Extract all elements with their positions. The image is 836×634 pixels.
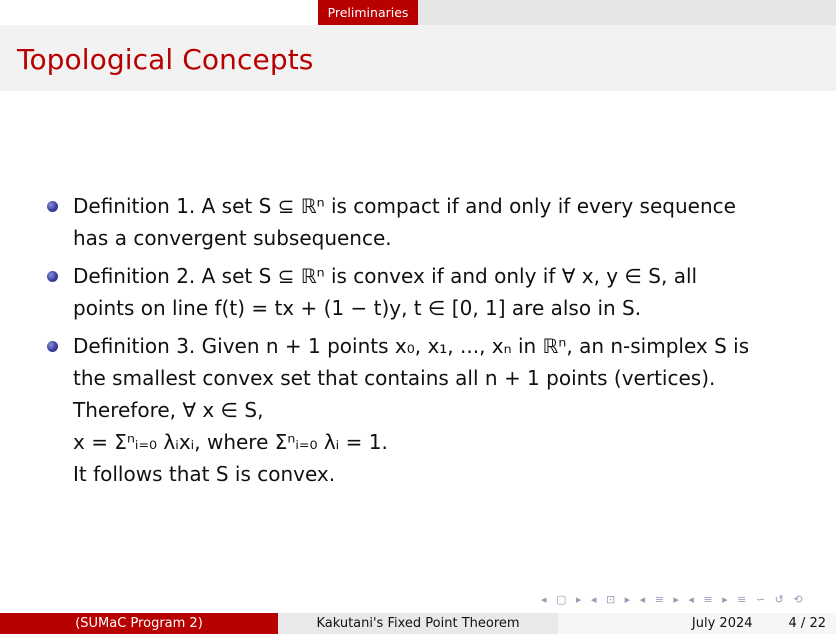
definition-3-line-4: x = Σⁿᵢ₌₀ λᵢxᵢ, where Σⁿᵢ₌₀ λᵢ = 1.: [73, 430, 388, 454]
footer-title: Kakutani's Fixed Point Theorem: [278, 613, 558, 634]
section-label[interactable]: Preliminaries: [318, 0, 418, 25]
footer-right: [558, 613, 836, 634]
definition-2: [46, 260, 826, 324]
definition-2-line-2: points on line f(t) = tx + (1 − t)y, t ∈ [0, 1] are also in S.: [73, 296, 642, 320]
definition-3: [46, 330, 826, 490]
bullet-icon: [47, 271, 58, 282]
footer-date: July 2024: [691, 616, 753, 631]
bullet-icon: [47, 341, 58, 352]
definition-3-line-5: It follows that S is convex.: [73, 462, 336, 486]
navigation-symbols[interactable]: ◂ ▢ ▸ ◂ ⊡ ▸ ◂ ≡ ▸ ◂ ≡ ▸ ≡ ∽ ↺ ⟲: [541, 593, 806, 606]
footer-page-number: 4 / 22: [788, 616, 826, 631]
slide-title: Topological Concepts: [17, 43, 314, 76]
header-left-spacer: [0, 0, 318, 25]
footer-bar: [0, 613, 836, 634]
definition-3-line-3: Therefore, ∀ x ∈ S,: [73, 398, 264, 422]
definition-1-line-1: Definition 1. A set S ⊆ ℝⁿ is compact if and only if every sequence: [73, 194, 736, 218]
definition-2-line-1: Definition 2. A set S ⊆ ℝⁿ is convex if and only if ∀ x, y ∈ S, all: [73, 264, 698, 288]
header-right-spacer: [418, 0, 836, 25]
definition-3-line-1: Definition 3. Given n + 1 points x₀, x₁, ..., xₙ in ℝⁿ, an n-simplex S is: [73, 334, 750, 358]
footer-author: (SUMaC Program 2): [0, 613, 278, 634]
bullet-icon: [47, 201, 58, 212]
definition-3-line-2: the smallest convex set that contains all n + 1 points (vertices).: [73, 366, 716, 390]
definition-1-line-2: has a convergent subsequence.: [73, 226, 392, 250]
definition-1: [46, 190, 826, 254]
header-bar: [0, 0, 836, 25]
title-bar: [0, 25, 836, 91]
slide-content: [46, 190, 826, 496]
